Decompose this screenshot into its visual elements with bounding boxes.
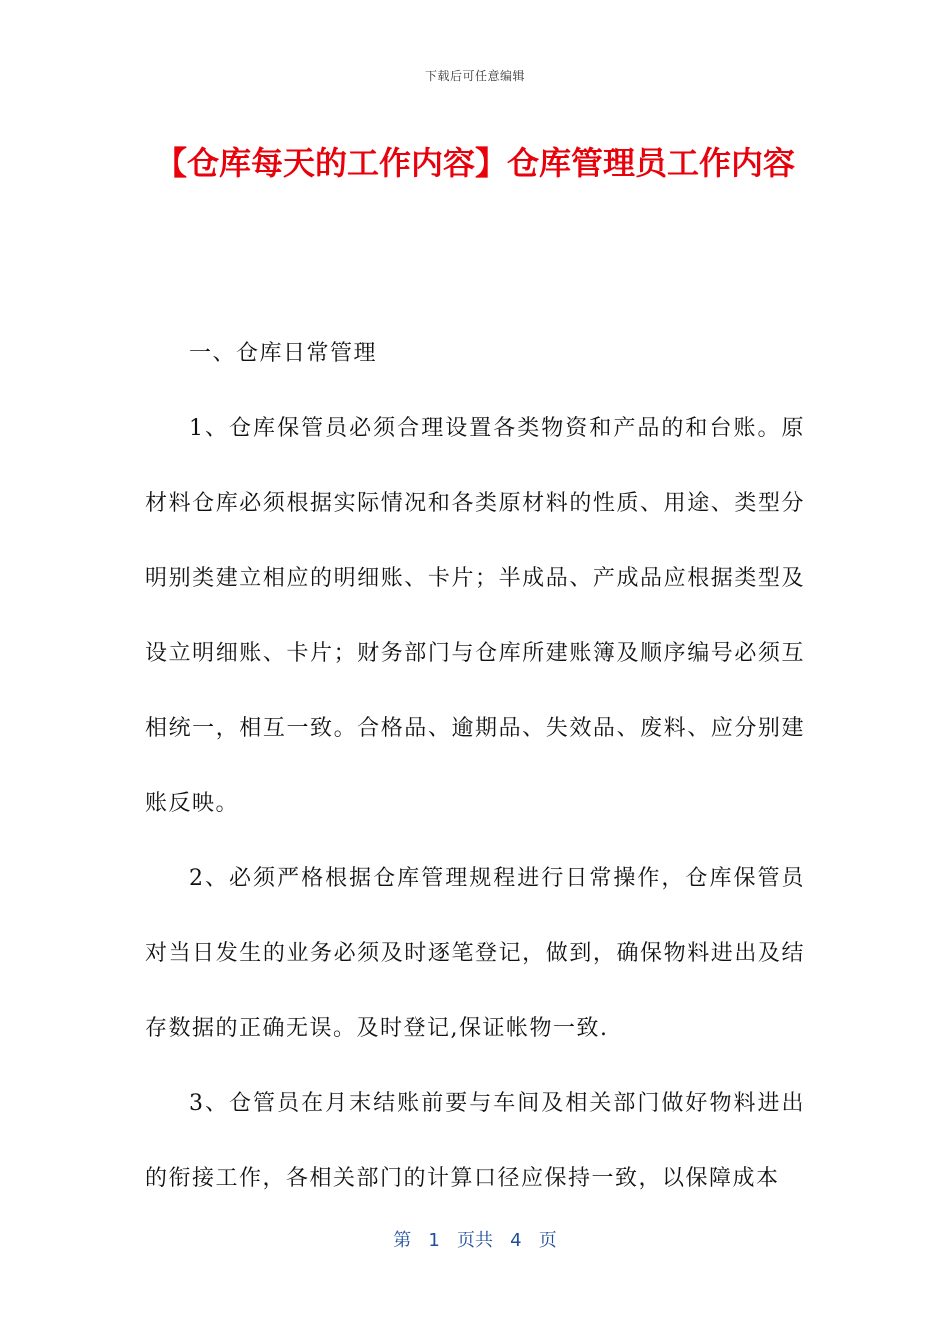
page-footer <box>0 1226 950 1252</box>
total-pages-number: 4 <box>510 1230 522 1251</box>
document-title: 【仓库每天的工作内容】仓库管理员工作内容 <box>154 144 795 182</box>
footer-middle: 页共 <box>457 1230 493 1251</box>
header-note: 下载后可任意编辑 <box>424 69 525 83</box>
paragraph-2: 2、必须严格根据仓库管理规程进行日常操作，仓库保管员对当日发生的业务必须及时逐笔登记，做到，确保物料进出及结存数据的正确无误。及时登记,保证帐物一致. <box>145 866 805 1041</box>
document-body <box>145 316 805 1216</box>
paragraph-3: 3、仓管员在月末结账前要与车间及相关部门做好物料进出的衔接工作，各相关部门的计算口径应保持一致，以保障成本 <box>145 1091 805 1191</box>
footer-prefix: 第 <box>393 1230 412 1251</box>
paragraph-1: 1、仓库保管员必须合理设置各类物资和产品的和台账。原材料仓库必须根据实际情况和各类原材料的性质、用途、类型分明别类建立相应的明细账、卡片；半成品、产成品应根据类型及设立明细账、卡片；财务部门与仓库所建账簿及顺序编号必须互相统一，相互一致。合格品、逾期品、失效品、废料、应分别建账反映。 <box>145 416 805 816</box>
current-page-number: 1 <box>428 1230 440 1251</box>
section-heading: 一、仓库日常管理 <box>189 341 378 366</box>
footer-suffix: 页 <box>538 1230 557 1251</box>
